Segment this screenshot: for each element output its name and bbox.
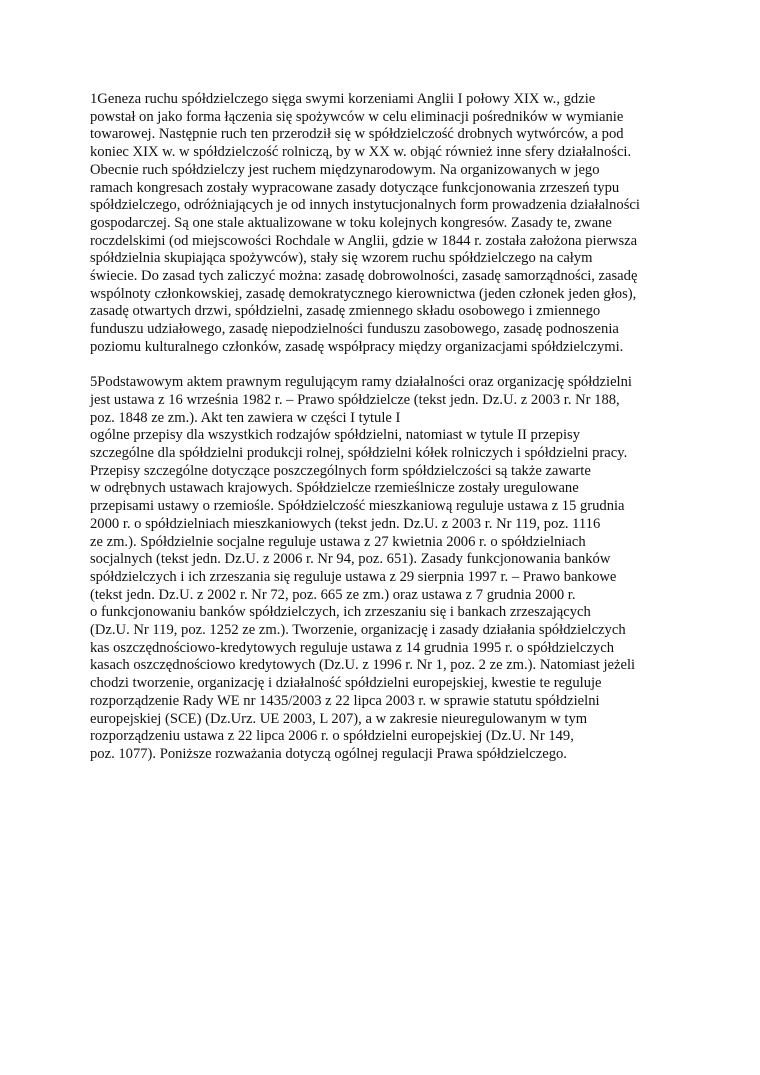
text-line: Obecnie ruch spółdzielczy jest ruchem międzynarodowym. Na organizowanych w jego <box>90 161 600 178</box>
text-line: (Dz.U. Nr 119, poz. 1252 ze zm.). Tworzenie, organizację i zasady działania spółdzielczych <box>90 622 626 639</box>
text-line: 2000 r. o spółdzielniach mieszkaniowych (tekst jedn. Dz.U. z 2003 r. Nr 119, poz. 1116 <box>90 515 601 532</box>
document-body <box>90 91 680 764</box>
text-line: ogólne przepisy dla wszystkich rodzajów spółdzielni, natomiast w tytule II przepisy <box>90 427 580 444</box>
text-line: gospodarczej. Są one stale aktualizowane w toku kolejnych kongresów. Zasady te, zwane <box>90 214 612 231</box>
text-line: chodzi tworzenie, organizację i działalność spółdzielni europejskiej, kwestie te reguluje <box>90 675 602 692</box>
text-line: poziomu kulturalnego członków, zasadę współpracy między organizacjami spółdzielczymi. <box>90 338 624 355</box>
text-line: poz. 1848 ze zm.). Akt ten zawiera w części I tytule I <box>90 409 401 426</box>
text-line: roczdelskimi (od miejscowości Rochdale w Anglii, gdzie w 1844 r. została założona pierwsza <box>90 232 638 249</box>
text-line: ze zm.). Spółdzielnie socjalne reguluje ustawa z 27 kwietnia 2006 r. o spółdzielniach <box>90 533 586 550</box>
text-line: zasadę otwartych drzwi, spółdzielni, zasadę zmiennego składu osobowego i zmiennego <box>90 303 601 320</box>
text-line: o funkcjonowaniu banków spółdzielczych, ich zrzeszaniu się i bankach zrzeszających <box>90 604 591 621</box>
text-line: przepisami ustawy o rzemiośle. Spółdzielczość mieszkaniową reguluje ustawa z 15 grudnia <box>90 498 625 515</box>
text-line: 5Podstawowym aktem prawnym regulującym ramy działalności oraz organizację spółdzielni <box>90 374 632 391</box>
text-line: spółdzielczego, odróżniających je od innych instytucjonalnych form prowadzenia działalności <box>90 197 640 214</box>
paragraph-spacer <box>90 357 680 375</box>
text-line: Przepisy szczególne dotyczące poszczególnych form spółdzielczości są także zawarte <box>90 462 591 479</box>
paragraph-legal-basis <box>90 374 680 763</box>
text-line: (tekst jedn. Dz.U. z 2002 r. Nr 72, poz. 665 ze zm.) oraz ustawa z 7 grudnia 2000 r. <box>90 586 576 603</box>
text-line: rozporządzenie Rady WE nr 1435/2003 z 22 lipca 2003 r. w sprawie statutu spółdzielni <box>90 692 600 709</box>
text-line: 1Geneza ruchu spółdzielczego sięga swymi korzeniami Anglii I połowy XIX w., gdzie <box>90 91 596 107</box>
text-line: towarowej. Następnie ruch ten przerodził się w spółdzielczość drobnych wytwórców, a pod <box>90 126 624 143</box>
text-line: funduszu udziałowego, zasadę niepodzielności funduszu zasobowego, zasadę podnoszenia <box>90 321 619 338</box>
text-line: świecie. Do zasad tych zaliczyć można: zasadę dobrowolności, zasadę samorządności, zasadę <box>90 268 638 285</box>
text-line: jest ustawa z 16 września 1982 r. – Prawo spółdzielcze (tekst jedn. Dz.U. z 2003 r. Nr 188, <box>90 391 620 408</box>
text-line: w odrębnych ustawach krajowych. Spółdzielcze rzemieślnicze zostały uregulowane <box>90 480 579 497</box>
text-line: powstał on jako forma łączenia się spożywców w celu eliminacji pośredników w wymianie <box>90 108 624 125</box>
text-line: kasach oszczędnościowo kredytowych (Dz.U. z 1996 r. Nr 1, poz. 2 ze zm.). Natomiast jeżeli <box>90 657 636 674</box>
text-line: europejskiej (SCE) (Dz.Urz. UE 2003, L 207), a w zakresie nieuregulowanym w tym <box>90 710 588 727</box>
text-line: koniec XIX w. w spółdzielczość rolniczą, by w XX w. objąć również inne sfery działalności. <box>90 144 632 161</box>
text-line: poz. 1077). Poniższe rozważania dotyczą ogólnej regulacji Prawa spółdzielczego. <box>90 746 567 762</box>
text-line: kas oszczędnościowo-kredytowych reguluje ustawa z 14 grudnia 1995 r. o spółdzielczych <box>90 639 614 656</box>
text-line: rozporządzeniu ustawa z 22 lipca 2006 r. o spółdzielni europejskiej (Dz.U. Nr 149, <box>90 728 574 745</box>
text-line: wspólnoty członkowskiej, zasadę demokratycznego kierownictwa (jeden członek jeden głos), <box>90 285 637 302</box>
text-line: ramach kongresach zostały wypracowane zasady dotyczące funkcjonowania zrzeszeń typu <box>90 179 620 196</box>
text-line: spółdzielnia skupiająca spożywców), stały się wzorem ruchu spółdzielczego na całym <box>90 250 593 267</box>
text-line: socjalnych (tekst jedn. Dz.U. z 2006 r. Nr 94, poz. 651). Zasady funkcjonowania banków <box>90 551 611 568</box>
paragraph-genesis <box>90 91 680 357</box>
text-line: spółdzielczych i ich zrzeszania się reguluje ustawa z 29 sierpnia 1997 r. – Prawo bankowe <box>90 568 617 585</box>
text-line: szczególne dla spółdzielni produkcji rolnej, spółdzielni kółek rolniczych i spółdzielni pracy. <box>90 445 628 462</box>
